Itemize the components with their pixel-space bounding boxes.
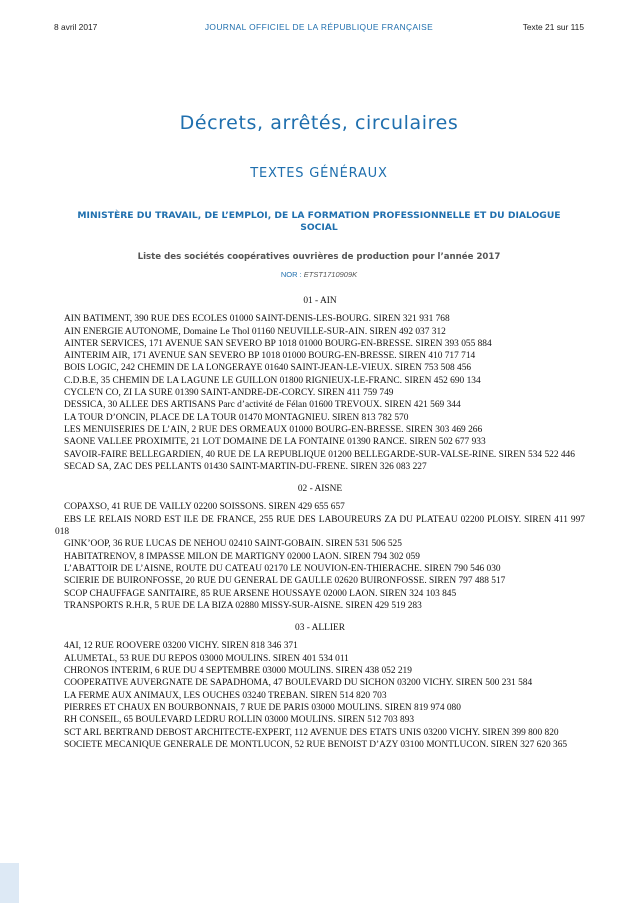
nor-label: NOR :: [280, 270, 302, 279]
ministry-heading: MINISTÈRE DU TRAVAIL, DE L’EMPLOI, DE LA FORMATION PROFESSIONNELLE ET DU DIALOGUE SOCIAL: [77, 210, 561, 233]
list-item: LA TOUR D’ONCIN, PLACE DE LA TOUR 01470 MONTAGNIEU. SIREN 813 782 570: [64, 412, 409, 423]
list-item: C.D.B.E, 35 CHEMIN DE LA LAGUNE LE GUILLON 01800 RIGNIEUX-LE-FRANC. SIREN 452 690 134: [64, 375, 481, 386]
department-heading: 02 - AISNE: [297, 484, 343, 495]
list-item: SAVOIR-FAIRE BELLEGARDIEN, 40 RUE DE LA REPUBLIQUE 01200 BELLEGARDE-SUR-VALSE-RINE. SIREN 534 522 446: [64, 449, 575, 460]
section-title: Décrets, arrêtés, circulaires: [179, 112, 459, 134]
department-heading: 03 - ALLIER: [295, 623, 345, 634]
margin-bar: [0, 863, 19, 903]
list-item: CHRONOS INTERIM, 6 RUE DU 4 SEPTEMBRE 03000 MOULINS. SIREN 438 052 219: [64, 666, 412, 677]
list-item: ALUMETAL, 53 RUE DU REPOS 03000 MOULINS. SIREN 401 534 011: [64, 653, 349, 664]
page-header: [54, 22, 584, 36]
list-item: L’ABATTOIR DE L’AISNE, ROUTE DU CATEAU 02170 LE NOUVION-EN-THIERACHE. SIREN 790 546 030: [64, 563, 501, 574]
list-item: GINK’OOP, 36 RUE LUCAS DE NEHOU 02410 SAINT-GOBAIN. SIREN 531 506 525: [64, 539, 402, 550]
document-body: [55, 295, 585, 751]
list-item: DESSICA, 30 ALLEE DES ARTISANS Parc d’activité de Félan 01600 TREVOUX. SIREN 421 569 344: [64, 400, 461, 411]
list-item: RH CONSEIL, 65 BOULEVARD LEDRU ROLLIN 03000 MOULINS. SIREN 512 703 893: [64, 715, 415, 726]
list-item: CYCLE'N CO, ZI LA SURE 01390 SAINT-ANDRE-DE-CORCY. SIREN 411 759 749: [64, 388, 394, 399]
list-item: PIERRES ET CHAUX EN BOURBONNAIS, 7 RUE DE PARIS 03000 MOULINS. SIREN 819 974 080: [64, 702, 461, 713]
header-text-number: Texte 21 sur 115: [522, 22, 584, 32]
list-item: LA FERME AUX ANIMAUX, LES OUCHES 03240 TREBAN. SIREN 514 820 703: [64, 690, 387, 701]
header-journal-title: JOURNAL OFFICIEL DE LA RÉPUBLIQUE FRANÇAISE: [204, 22, 434, 32]
document-title: Liste des sociétés coopératives ouvrières de production pour l’année 2017: [137, 252, 501, 262]
list-item: COOPERATIVE AUVERGNATE DE SAPADHOMA, 47 BOULEVARD DU SICHON 03200 VICHY. SIREN 500 231 584: [64, 678, 533, 689]
section-subtitle: TEXTES GÉNÉRAUX: [250, 166, 388, 181]
list-item: SAONE VALLEE PROXIMITE, 21 LOT DOMAINE DE LA FONTAINE 01390 RANCE. SIREN 502 677 933: [64, 437, 486, 448]
list-item: SECAD SA, ZAC DES PELLANTS 01430 SAINT-MARTIN-DU-FRENE. SIREN 326 083 227: [64, 461, 427, 472]
list-item: AINTERIM AIR, 171 AVENUE SAN SEVERO BP 1018 01000 BOURG-EN-BRESSE. SIREN 410 717 714: [64, 351, 476, 362]
list-item: SOCIETE MECANIQUE GENERALE DE MONTLUCON, 52 RUE BENOIST D’AZY 03100 MONTLUCON. SIREN 327 620 365: [64, 739, 568, 750]
list-item: LES MENUISERIES DE L’AIN, 2 RUE DES ORMEAUX 01000 BOURG-EN-BRESSE. SIREN 303 469 266: [64, 424, 483, 435]
list-item: SCIERIE DE BUIRONFOSSE, 20 RUE DU GENERAL DE GAULLE 02620 BUIRONFOSSE. SIREN 797 488 517: [64, 576, 506, 587]
nor-value: ETST1710909K: [303, 270, 358, 279]
list-item: SCOP CHAUFFAGE SANITAIRE, 85 RUE ARSENE HOUSSAYE 02000 LAON. SIREN 324 103 845: [64, 588, 457, 599]
list-item: AIN ENERGIE AUTONOME, Domaine Le Thol 01160 NEUVILLE-SUR-AIN. SIREN 492 037 312: [64, 326, 446, 337]
department-heading: 01 - AIN: [303, 296, 337, 306]
list-item: SCT ARL BERTRAND DEBOST ARCHITECTE-EXPERT, 112 AVENUE DES ETATS UNIS 03200 VICHY. SIREN 399 800 820: [64, 727, 559, 738]
list-item: HABITATRENOV, 8 IMPASSE MILON DE MARTIGNY 02000 LAON. SIREN 794 302 059: [64, 551, 420, 562]
nor-reference: [0, 270, 638, 279]
list-item: COPAXSO, 41 RUE DE VAILLY 02200 SOISSONS. SIREN 429 655 657: [64, 502, 345, 513]
list-item: EBS LE RELAIS NORD EST ILE DE FRANCE, 255 RUE DES LABOUREURS ZA DU PLATEAU 02200 PLOISY. SIREN 411 997 018: [55, 514, 585, 538]
list-item: BOIS LOGIC, 242 CHEMIN DE LA LONGERAYE 01640 SAINT-JEAN-LE-VIEUX. SIREN 753 508 456: [64, 363, 472, 374]
header-date: 8 avril 2017: [54, 22, 98, 32]
list-item: TRANSPORTS R.H.R, 5 RUE DE LA BIZA 02880 MISSY-SUR-AISNE. SIREN 429 519 283: [64, 600, 422, 611]
list-item: 4AI, 12 RUE ROOVERE 03200 VICHY. SIREN 818 346 371: [64, 641, 298, 652]
list-item: AIN BATIMENT, 390 RUE DES ECOLES 01000 SAINT-DENIS-LES-BOURG. SIREN 321 931 768: [64, 314, 450, 325]
list-item: AINTER SERVICES, 171 AVENUE SAN SEVERO BP 1018 01000 BOURG-EN-BRESSE. SIREN 393 055 884: [64, 338, 492, 349]
